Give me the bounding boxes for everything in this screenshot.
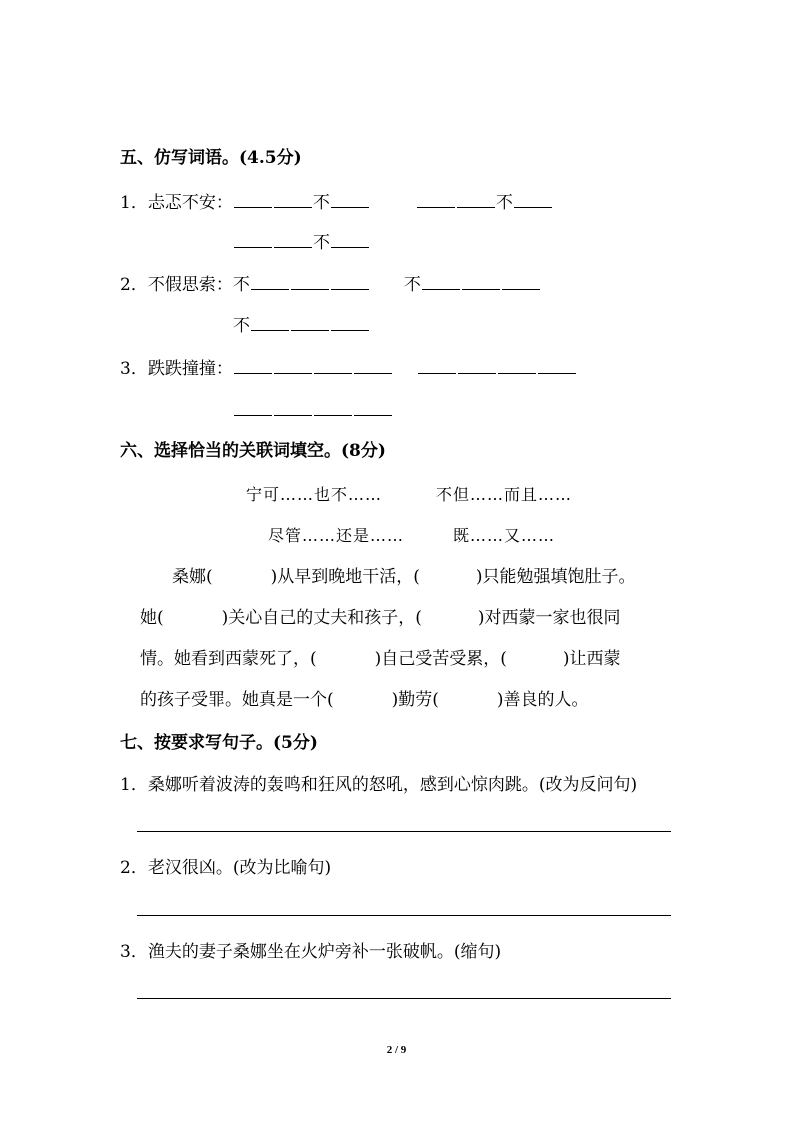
item-2-char: 不 bbox=[232, 275, 250, 295]
blank[interactable] bbox=[274, 398, 312, 416]
blank[interactable] bbox=[417, 190, 455, 208]
blank[interactable] bbox=[502, 272, 540, 290]
item-3-row-2 bbox=[233, 398, 393, 423]
blank[interactable] bbox=[457, 190, 495, 208]
blank[interactable] bbox=[458, 356, 496, 374]
item-2-word: 不假思索： bbox=[147, 275, 233, 295]
item-2-char: 不 bbox=[403, 275, 421, 295]
item-3-number: 3． bbox=[120, 359, 148, 379]
blank[interactable] bbox=[291, 313, 329, 331]
item-1-number: 1． bbox=[120, 193, 148, 213]
para-text: )从早到晚地干活，( bbox=[270, 567, 420, 587]
blank[interactable] bbox=[354, 398, 392, 416]
para-text: )自己受苦受累，( bbox=[374, 649, 507, 669]
blank[interactable] bbox=[331, 313, 369, 331]
item-2-row-2 bbox=[233, 313, 370, 338]
blank[interactable] bbox=[234, 230, 272, 248]
blank[interactable] bbox=[331, 230, 369, 248]
question-1: 1．桑娜听着波涛的轰鸣和狂风的怒吼，感到心惊肉跳。(改为反问句) bbox=[120, 775, 638, 795]
option-ji: 既……又…… bbox=[453, 526, 556, 545]
answer-line-3[interactable] bbox=[137, 998, 671, 999]
para-text: )对西蒙一家也很同 bbox=[477, 608, 621, 628]
blank[interactable] bbox=[422, 272, 460, 290]
para-text: )关心自己的丈夫和孩子，( bbox=[221, 608, 422, 628]
para-text: 她( bbox=[140, 608, 164, 628]
item-3-row-1 bbox=[120, 356, 577, 381]
paragraph-line-1 bbox=[172, 565, 636, 589]
blank[interactable] bbox=[418, 356, 456, 374]
blank[interactable] bbox=[274, 230, 312, 248]
para-text: 桑娜( bbox=[172, 567, 213, 587]
item-1-row-1 bbox=[120, 190, 553, 215]
paragraph-line-2 bbox=[140, 606, 621, 630]
blank[interactable] bbox=[314, 356, 352, 374]
para-text: )善良的人。 bbox=[496, 690, 589, 710]
question-2: 2．老汉很凶。(改为比喻句) bbox=[120, 858, 332, 878]
blank[interactable] bbox=[234, 398, 272, 416]
blank[interactable] bbox=[354, 356, 392, 374]
blank[interactable] bbox=[251, 272, 289, 290]
option-ningke: 宁可……也不…… bbox=[246, 485, 383, 504]
blank[interactable] bbox=[274, 356, 312, 374]
blank[interactable] bbox=[314, 398, 352, 416]
section-7-title: 七、按要求写句子。(5分) bbox=[120, 733, 318, 753]
item-1-word: 忐忑不安： bbox=[147, 193, 233, 213]
paragraph-line-3 bbox=[140, 647, 621, 671]
item-1-char: 不 bbox=[495, 193, 513, 213]
question-3: 3．渔夫的妻子桑娜坐在火炉旁补一张破帆。(缩句) bbox=[120, 942, 502, 962]
paragraph-line-4 bbox=[140, 688, 589, 712]
item-2-char: 不 bbox=[233, 316, 250, 336]
blank[interactable] bbox=[498, 356, 536, 374]
blank[interactable] bbox=[331, 190, 369, 208]
blank[interactable] bbox=[331, 272, 369, 290]
blank[interactable] bbox=[291, 272, 329, 290]
item-2-row-1 bbox=[120, 272, 541, 297]
para-text: 情。她看到西蒙死了，( bbox=[140, 649, 317, 669]
item-1-char: 不 bbox=[313, 233, 330, 253]
blank[interactable] bbox=[251, 313, 289, 331]
blank[interactable] bbox=[274, 190, 312, 208]
option-jinguan: 尽管……还是…… bbox=[268, 526, 405, 545]
item-3-word: 跌跌撞撞： bbox=[147, 359, 233, 379]
item-1-char: 不 bbox=[312, 193, 330, 213]
option-budan: 不但……而且…… bbox=[436, 485, 573, 504]
blank[interactable] bbox=[234, 190, 272, 208]
page-number: 2 / 9 bbox=[386, 1044, 407, 1056]
item-1-row-2 bbox=[233, 230, 370, 255]
section-6-title: 六、选择恰当的关联词填空。(8分) bbox=[120, 441, 386, 461]
item-2-number: 2． bbox=[120, 275, 148, 295]
para-text: )让西蒙 bbox=[562, 649, 621, 669]
para-text: 的孩子受罪。她真是一个( bbox=[140, 690, 334, 710]
blank[interactable] bbox=[462, 272, 500, 290]
blank[interactable] bbox=[538, 356, 576, 374]
section-5-title: 五、仿写词语。(4.5分) bbox=[120, 148, 302, 168]
para-text: )勤劳( bbox=[391, 690, 439, 710]
para-text: )只能勉强填饱肚子。 bbox=[475, 567, 636, 587]
blank[interactable] bbox=[234, 356, 272, 374]
blank[interactable] bbox=[514, 190, 552, 208]
answer-line-1[interactable] bbox=[137, 831, 671, 832]
answer-line-2[interactable] bbox=[137, 915, 671, 916]
